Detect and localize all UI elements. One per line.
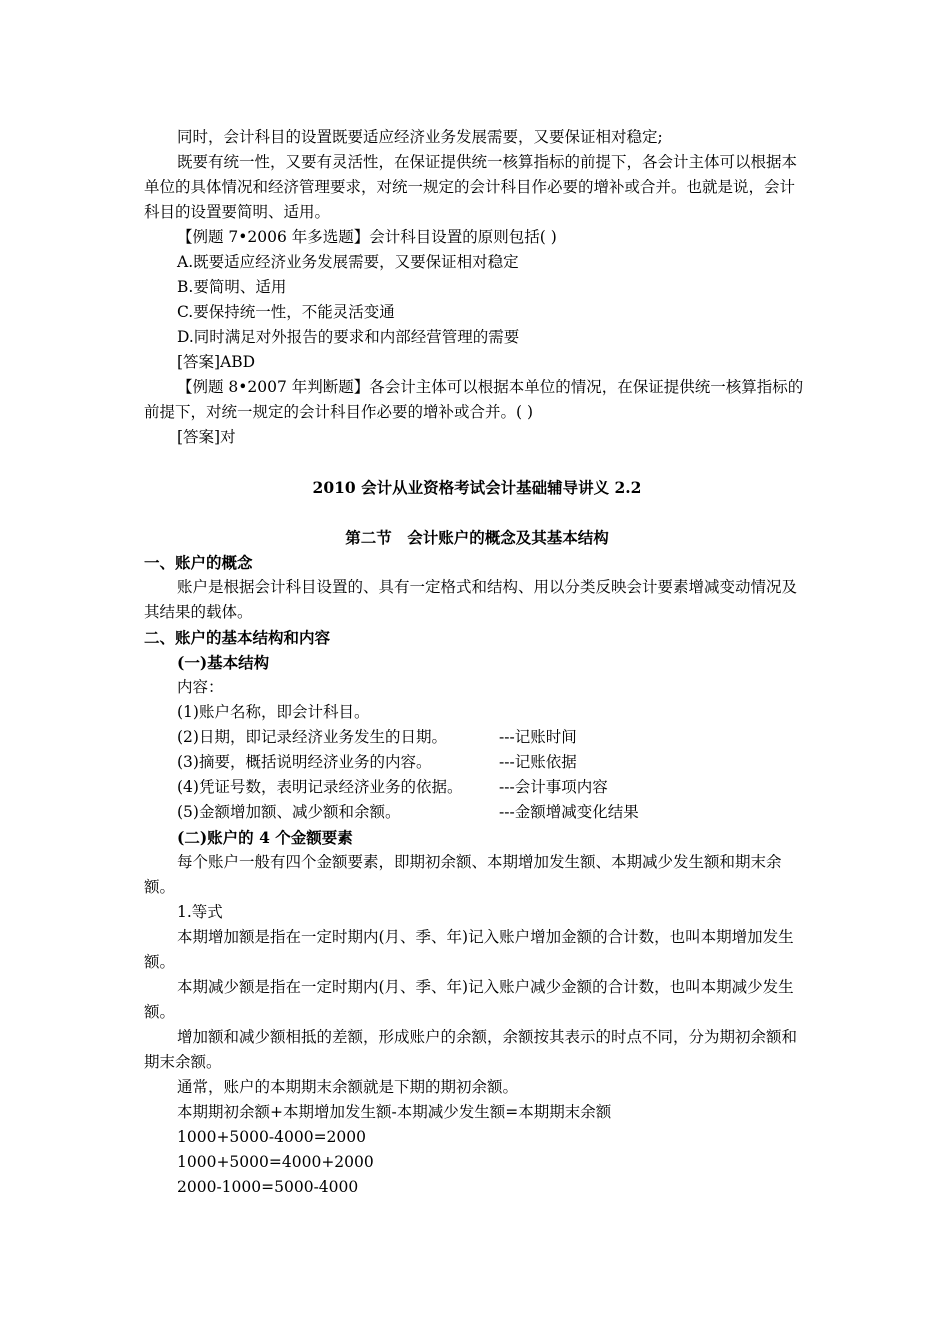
structure-item-text: (4)凭证号数，表明记录经济业务的依据。	[177, 778, 463, 796]
structure-heading: 二、账户的基本结构和内容	[144, 628, 331, 647]
structure-item-text: (3)摘要，概括说明经济业务的内容。	[177, 753, 432, 771]
structure-item-note: ---金额增减变化结果	[499, 803, 639, 821]
document-title: 2010 会计从业资格考试会计基础辅导讲义 2.2	[312, 478, 642, 497]
equation-label: 1.等式	[177, 903, 223, 921]
balance-note: 通常，账户的本期期末余额就是下期的期初余额。	[177, 1078, 519, 1096]
amount-elements-subheading: (二)账户的 4 个金额要素	[177, 828, 353, 847]
structure-item	[144, 800, 810, 825]
structure-item-text: (1)账户名称，即会计科目。	[177, 703, 370, 721]
intro-paragraph-2: 既要有统一性，又要有灵活性，在保证提供统一核算指标的前提下，各会计主体可以根据本单位的具体情况和经济管理要求，对统一规定的会计科目作必要的增补或合并。也就是说，会计科目的设置要简明、适用。	[144, 153, 798, 221]
section-title: 第二节 会计账户的概念及其基本结构	[345, 528, 609, 547]
structure-item	[144, 725, 810, 750]
content-label: 内容：	[177, 678, 224, 696]
example7-option-c: C.要保持统一性，不能灵活变通	[177, 303, 395, 321]
concept-heading: 一、账户的概念	[144, 553, 253, 572]
example8-question: 【例题 8•2007 年判断题】各会计主体可以根据本单位的情况，在保证提供统一核算指标的前提下，对统一规定的会计科目作必要的增补或合并。( )	[144, 378, 804, 421]
structure-item-text: (2)日期，即记录经济业务发生的日期。	[177, 728, 447, 746]
structure-item	[144, 700, 810, 725]
structure-item-text: (5)金额增加额、减少额和余额。	[177, 803, 401, 821]
intro-paragraph-1: 同时，会计科目的设置既要适应经济业务发展需要，又要保证相对稳定;	[177, 128, 663, 146]
example7-question: 【例题 7•2006 年多选题】会计科目设置的原则包括( )	[177, 228, 557, 246]
structure-item-note: ---记账时间	[499, 728, 577, 746]
structure-item	[144, 775, 810, 800]
formula-example-3: 2000-1000=5000-4000	[177, 1178, 359, 1196]
formula-example-1: 1000+5000-4000=2000	[177, 1128, 366, 1146]
formula-example-2: 1000+5000=4000+2000	[177, 1153, 374, 1171]
example7-option-b: B.要简明、适用	[177, 278, 287, 296]
decrease-definition: 本期减少额是指在一定时期内(月、季、年)记入账户减少金额的合计数，也叫本期减少发生额。	[144, 978, 794, 1021]
balance-formula: 本期期初余额+本期增加发生额-本期减少发生额=本期期末余额	[177, 1103, 612, 1121]
concept-text: 账户是根据会计科目设置的、具有一定格式和结构、用以分类反映会计要素增减变动情况及其结果的载体。	[144, 578, 798, 621]
structure-item	[144, 750, 810, 775]
increase-definition: 本期增加额是指在一定时期内(月、季、年)记入账户增加金额的合计数，也叫本期增加发生额。	[144, 928, 794, 971]
structure-item-note: ---记账依据	[499, 753, 577, 771]
basic-structure-subheading: (一)基本结构	[177, 653, 270, 672]
example7-answer: [答案]ABD	[177, 353, 256, 371]
amount-elements-text: 每个账户一般有四个金额要素，即期初余额、本期增加发生额、本期减少发生额和期末余额。	[144, 853, 782, 896]
example7-option-a: A.既要适应经济业务发展需要，又要保证相对稳定	[177, 253, 519, 271]
structure-item-note: ---会计事项内容	[499, 778, 608, 796]
balance-definition: 增加额和减少额相抵的差额，形成账户的余额，余额按其表示的时点不同，分为期初余额和期末余额。	[144, 1028, 798, 1071]
example8-answer: [答案]对	[177, 428, 236, 446]
example7-option-d: D.同时满足对外报告的要求和内部经营管理的需要	[177, 328, 520, 346]
